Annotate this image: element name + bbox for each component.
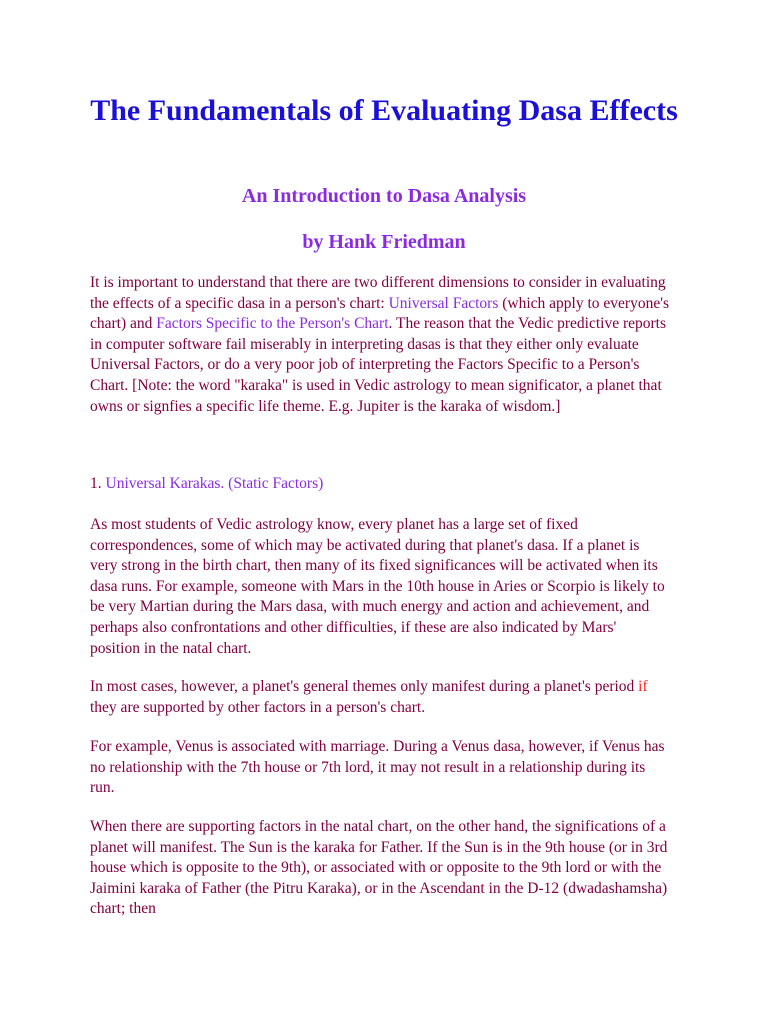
document-title: The Fundamentals of Evaluating Dasa Effects bbox=[90, 94, 678, 127]
section-number: 1. bbox=[90, 475, 106, 492]
intro-paragraph bbox=[90, 273, 670, 417]
planet-themes-text-a: In most cases, however, a planet's general themes only manifest during a planet's period bbox=[90, 678, 639, 695]
document-subtitle: An Introduction to Dasa Analysis bbox=[241, 185, 527, 207]
universal-factors-link[interactable]: Universal Factors bbox=[388, 294, 499, 312]
planet-themes-paragraph bbox=[90, 677, 670, 718]
planet-themes-text-b: they are supported by other factors in a person's chart. bbox=[90, 698, 426, 716]
author-byline: by Hank Friedman bbox=[302, 231, 466, 253]
intro-text-b: (which apply to everyone's chart) and bbox=[90, 294, 670, 333]
intro-text-c: . The reason that the Vedic predictive reports in computer software fail miserably in interpreting dasas is that they either only evaluate Universal Factors, or do a very poor job of interpreting the Factors Specific to a Person's Chart. [Note: the word "karaka" is used in Vedic astrology to mean significator, a planet that owns or signfies a specific life theme. E.g. Jupiter is the karaka of wisdom.] bbox=[90, 315, 667, 415]
venus-example-paragraph: For example, Venus is associated with marriage. During a Venus dasa, however, if Venus has no relationship with the 7th house or 7th lord, it may not result in a relationship during its run. bbox=[90, 738, 665, 797]
emphasis-if: if bbox=[638, 678, 648, 695]
supporting-factors-paragraph: When there are supporting factors in the natal chart, on the other hand, the significations of a planet will manifest. The Sun is the karaka for Father. If the Sun is in the 9th house (or in 3rd house which is opposite to the 9th), or associated with or opposite to the 9th lord or with the Jaimini karaka of Father (the Pitru Karaka), or in the Ascendant in the D-12 (dwadashamsha) chart; then bbox=[90, 818, 668, 918]
intro-text-a: It is important to understand that there are two different dimensions to consider in evaluating the effects of a specific dasa in a person's chart: bbox=[90, 274, 666, 312]
universal-karakas-paragraph: As most students of Vedic astrology know, every planet has a large set of fixed correspondences, some of which may be activated during that planet's dasa. If a planet is very strong in the birth chart, then many of its fixed significances will be activated when its dasa runs. For example, someone with Mars in the 10th house in Aries or Scorpio is likely to be very Martian during the Mars dasa, with much energy and action and achievement, and perhaps also confrontations and other difficulties, if these are also indicated by Mars' position in the natal chart. bbox=[90, 516, 665, 657]
section-heading-universal-karakas bbox=[90, 474, 670, 495]
universal-karakas-link[interactable]: Universal Karakas. (Static Factors) bbox=[105, 475, 324, 492]
specific-factors-link[interactable]: Factors Specific to the Person's Chart bbox=[156, 315, 389, 333]
